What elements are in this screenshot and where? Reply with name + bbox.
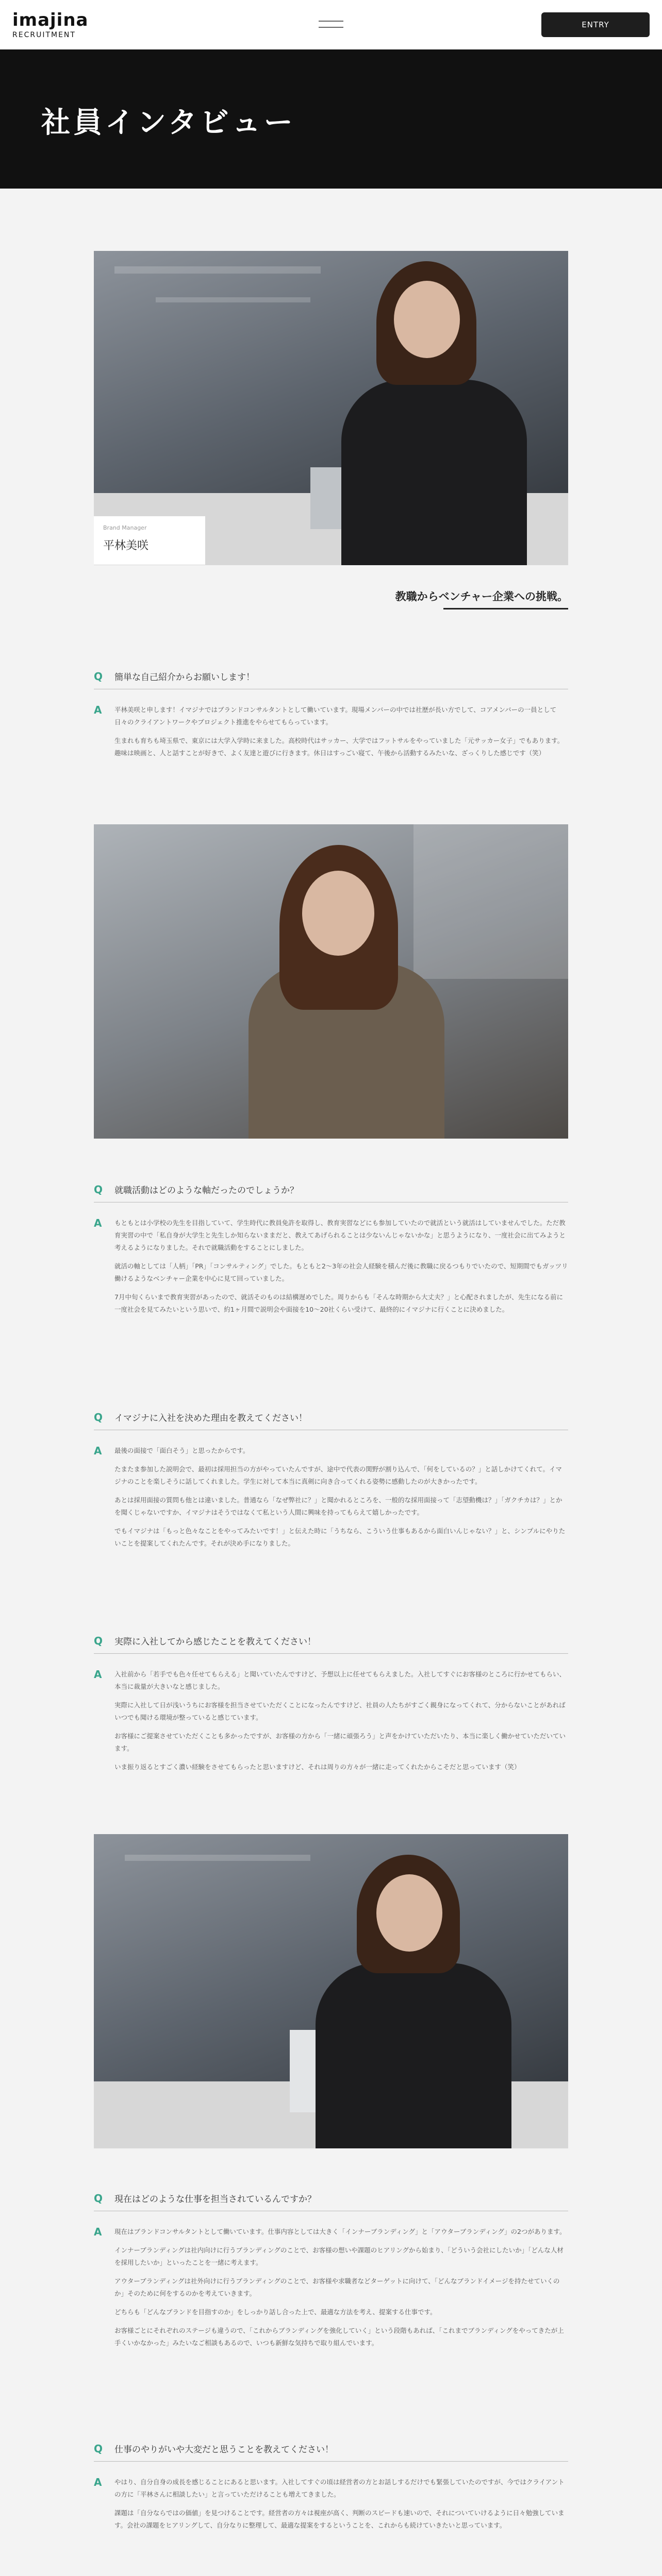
- window-light: [413, 824, 568, 979]
- answer-body: [114, 1217, 568, 1322]
- a-marker: A: [94, 2226, 102, 2238]
- answer-paragraph: 生まれも育ちも埼玉県で、東京には大学入学時に来ました。高校時代はサッカー、大学ではフットサルをやっていました「元サッカー女子」でもあります。趣味は映画と、人と話すことが好きで、よく友達と遊びに行きます。休日はすっごい寝て、午後から活動するみたいな、ざっくりした感じです（笑）: [114, 737, 564, 757]
- answer-paragraph: でもイマジナは「もっと色々なことをやってみたいです！」と伝えた時に「うちなら、こういう仕事もあるから面白いんじゃない？」と、シンプルにやりたいことを提案してくれたんです。それが決め手になりました。: [114, 1527, 566, 1547]
- question-row: [94, 2192, 568, 2211]
- answer-paragraph: お客様ごとにそれぞれのステージも違うので、「これからブランディングを強化していく」という段階もあれば、「これまでブランディングをやってきたが上手くいかなかった」みたいなご相談もあるので、いつも新鮮な気持ちで取り組んでいます。: [114, 2327, 564, 2347]
- question-row: [94, 670, 568, 689]
- question-row: [94, 1411, 568, 1430]
- answer-body: [114, 704, 568, 766]
- catch-copy: [289, 588, 568, 609]
- question-row: [94, 1634, 568, 1654]
- catch-copy-text: 教職からベンチャー企業への挑戦。: [395, 590, 568, 603]
- answer-row: [94, 2476, 568, 2538]
- qa-section: [94, 670, 568, 766]
- qa-section: [94, 2192, 568, 2355]
- hero-banner: [0, 49, 662, 189]
- menu-line: [319, 21, 343, 22]
- qa-section: [94, 1634, 568, 1780]
- q-marker: Q: [94, 670, 103, 683]
- answer-paragraph: アウターブランディングは社外向けに行うブランディングのことで、お客様や求職者などターゲットに向けて、「どんなブランドイメージを持たせていくのか」そのために何をするのかを考えていきます。: [114, 2277, 560, 2297]
- question-text: 就職活動はどのような軸だったのでしょうか？: [114, 1185, 299, 1196]
- a-marker: A: [94, 1217, 102, 1229]
- menu-line: [319, 27, 343, 28]
- ceiling-light: [156, 297, 310, 302]
- answer-row: [94, 1668, 568, 1780]
- person-figure: [341, 380, 527, 565]
- hamburger-menu-icon[interactable]: [319, 21, 343, 29]
- answer-paragraph: 現在はブランドコンサルタントとして働いています。仕事内容としては大きく「インナーブランディング」と「アウターブランディング」の2つがあります。: [114, 2228, 566, 2235]
- answer-paragraph: 実際に入社して日が浅いうちにお客様を担当させていただくことになったんですけど、社員の人たちがすごく親身になってくれて、分からないことがあればいつでも聞ける環境が整っていると感じています。: [114, 1701, 566, 1721]
- ceiling-light: [114, 266, 321, 274]
- profile-name: 平林美咲: [103, 539, 149, 552]
- entry-button[interactable]: ENTRY: [541, 12, 650, 37]
- profile-card: [94, 516, 205, 565]
- question-text: 仕事のやりがいや大変だと思うことを教えてください！: [114, 2445, 334, 2455]
- answer-paragraph: どちらも「どんなブランドを目指すのか」をしっかり話し合った上で、最適な方法を考え、提案する仕事です。: [114, 2308, 437, 2316]
- question-text: 現在はどのような仕事を担当されているんですか？: [114, 2194, 316, 2205]
- answer-paragraph: 平林美咲と申します！イマジナではブランドコンサルタントとして働いています。現場メンバーの中では社歴が長い方でして、コアメンバーの一員として日々のクライアントワークやブロジェクト推進をやらせてもらっています。: [114, 706, 557, 726]
- ceiling-light: [125, 1855, 310, 1861]
- person-face: [394, 281, 460, 358]
- page-title: 社員インタビュー: [41, 106, 296, 140]
- q-marker: Q: [94, 1411, 103, 1423]
- answer-paragraph: 課題は「自分ならではの価値」を見つけることです。経営者の方々は視座が高く、判断のスピードも速いので、それについていけるように日々勉強しています。会社の課題をヒアリングして、自分なりに整理して、最適な提案をするということを、これからも続けていきたいと思っています。: [114, 2509, 565, 2529]
- site-logo[interactable]: [12, 11, 88, 39]
- answer-body: [114, 1668, 568, 1780]
- logo-wordmark: imajina: [12, 10, 89, 30]
- answer-paragraph: やはり、自分自身の成長を感じることにあると思います。入社してすぐの頃は経営者の方とお話しするだけでも緊張していたのですが、今ではクライアントの方に「平林さんに相談したい」と言っていただけることも増えてきました。: [114, 2478, 565, 2498]
- answer-paragraph: インナーブランディングは社内向けに行うブランディングのことで、お客様の想いや課題のヒアリングから始まり、「どういう会社にしたいか」「どんな人材を採用したいか」といったことを一緒に考えます。: [114, 2246, 564, 2266]
- answer-paragraph: 7月中旬くらいまで教育実習があったので、就活そのものは結構遅めでした。周りからも「そんな時期から大丈夫？」と心配されましたが、先生になる前に一度社会を見てみたいという思いで、約1ヶ月間で説明会や面接を10〜20社くらい受けて、最終的にイマジナに行くことに決めました。: [114, 1293, 564, 1313]
- qa-section: [94, 1411, 568, 1556]
- question-text: 実際に入社してから感じたことを教えてください！: [114, 1637, 316, 1647]
- answer-row: [94, 2226, 568, 2355]
- answer-paragraph: もともとは小学校の先生を目指していて、学生時代に教員免許を取得し、教育実習などにも参加していたので就活という就活はしていませんでした。ただ教育実習の中で「私自身が大学生と先生しか知らないままだと、教えてあげられることは少ないんじゃないかな」と思うようになり、一度社会に出てみようと考えるようになりました。それで就職活動をすることにしました。: [114, 1219, 566, 1251]
- answer-row: [94, 1217, 568, 1322]
- answer-body: [114, 1445, 568, 1556]
- person-figure: [316, 1963, 511, 2148]
- q-marker: Q: [94, 1183, 103, 1196]
- qa-section: [94, 2442, 568, 2538]
- interview-photo-2: [94, 824, 568, 1139]
- q-marker: Q: [94, 2192, 103, 2205]
- answer-paragraph: 入社前から「若手でも色々任せてもらえる」と聞いていたんですけど、予想以上に任せてもらえました。入社してすぐにお客様のところに行かせてもらい、本当に裁量が大きいなと感じました。: [114, 1670, 566, 1690]
- answer-paragraph: いま振り返るとすごく濃い経験をさせてもらったと思いますけど、それは周りの方々が一緒に走ってくれたからこそだと思っています（笑）: [114, 1763, 521, 1771]
- answer-body: [114, 2226, 568, 2355]
- question-text: 簡単な自己紹介からお願いします！: [114, 672, 255, 683]
- q-marker: Q: [94, 1634, 103, 1647]
- qa-section: [94, 1183, 568, 1322]
- a-marker: A: [94, 1668, 102, 1681]
- answer-paragraph: あとは採用面接の質問も他とは違いました。普通なら「なぜ弊社に？」と聞かれるところを、一般的な採用面接って「志望動機は？」「ガクチカは？」とかを聞くじゃないですか、イマジナはそうではなくて私という人間に興味を持ってもらえて嬉しかったです。: [114, 1496, 562, 1516]
- question-text: イマジナに入社を決めた理由を教えてください！: [114, 1413, 307, 1423]
- answer-paragraph: お客様にご提案させていただくことも多かったですが、お客様の方から「一緒に頑張ろう」と声をかけていただいたり、本当に楽しく働かせていただいています。: [114, 1732, 566, 1752]
- site-header: [0, 0, 662, 49]
- a-marker: A: [94, 704, 102, 716]
- answer-paragraph: 最後の面接で「面白そう」と思ったからです。: [114, 1447, 250, 1454]
- answer-paragraph: たまたま参加した説明会で、最初は採用担当の方がやっていたんですが、途中で代表の関野が割り込んで、「何をしているの？」と話しかけてくれて。イマジナのことを楽しそうに話してくれました。学生に対して本当に真剣に向き合ってくれる姿勢に感動したのが大きかったです。: [114, 1465, 562, 1485]
- catch-underline: [443, 608, 568, 609]
- answer-row: [94, 1445, 568, 1556]
- answer-body: [114, 2476, 568, 2538]
- question-row: [94, 2442, 568, 2462]
- a-marker: A: [94, 1445, 102, 1457]
- person-face: [376, 1874, 442, 1952]
- a-marker: A: [94, 2476, 102, 2488]
- interview-photo-3: [94, 1834, 568, 2148]
- question-row: [94, 1183, 568, 1202]
- q-marker: Q: [94, 2442, 103, 2455]
- person-face: [302, 871, 374, 956]
- answer-row: [94, 704, 568, 766]
- answer-paragraph: 就活の軸としては「人柄」「PR」「コンサルティング」でした。もともと2〜3年の社会人経験を積んだ後に教職に戻るつもりでいたので、短期間でもガッツリ働けるようなベンチャー企業を中心に見て回っていました。: [114, 1262, 568, 1282]
- profile-role: Brand Manager: [103, 524, 147, 531]
- logo-subtitle: RECRUITMENT: [12, 31, 76, 39]
